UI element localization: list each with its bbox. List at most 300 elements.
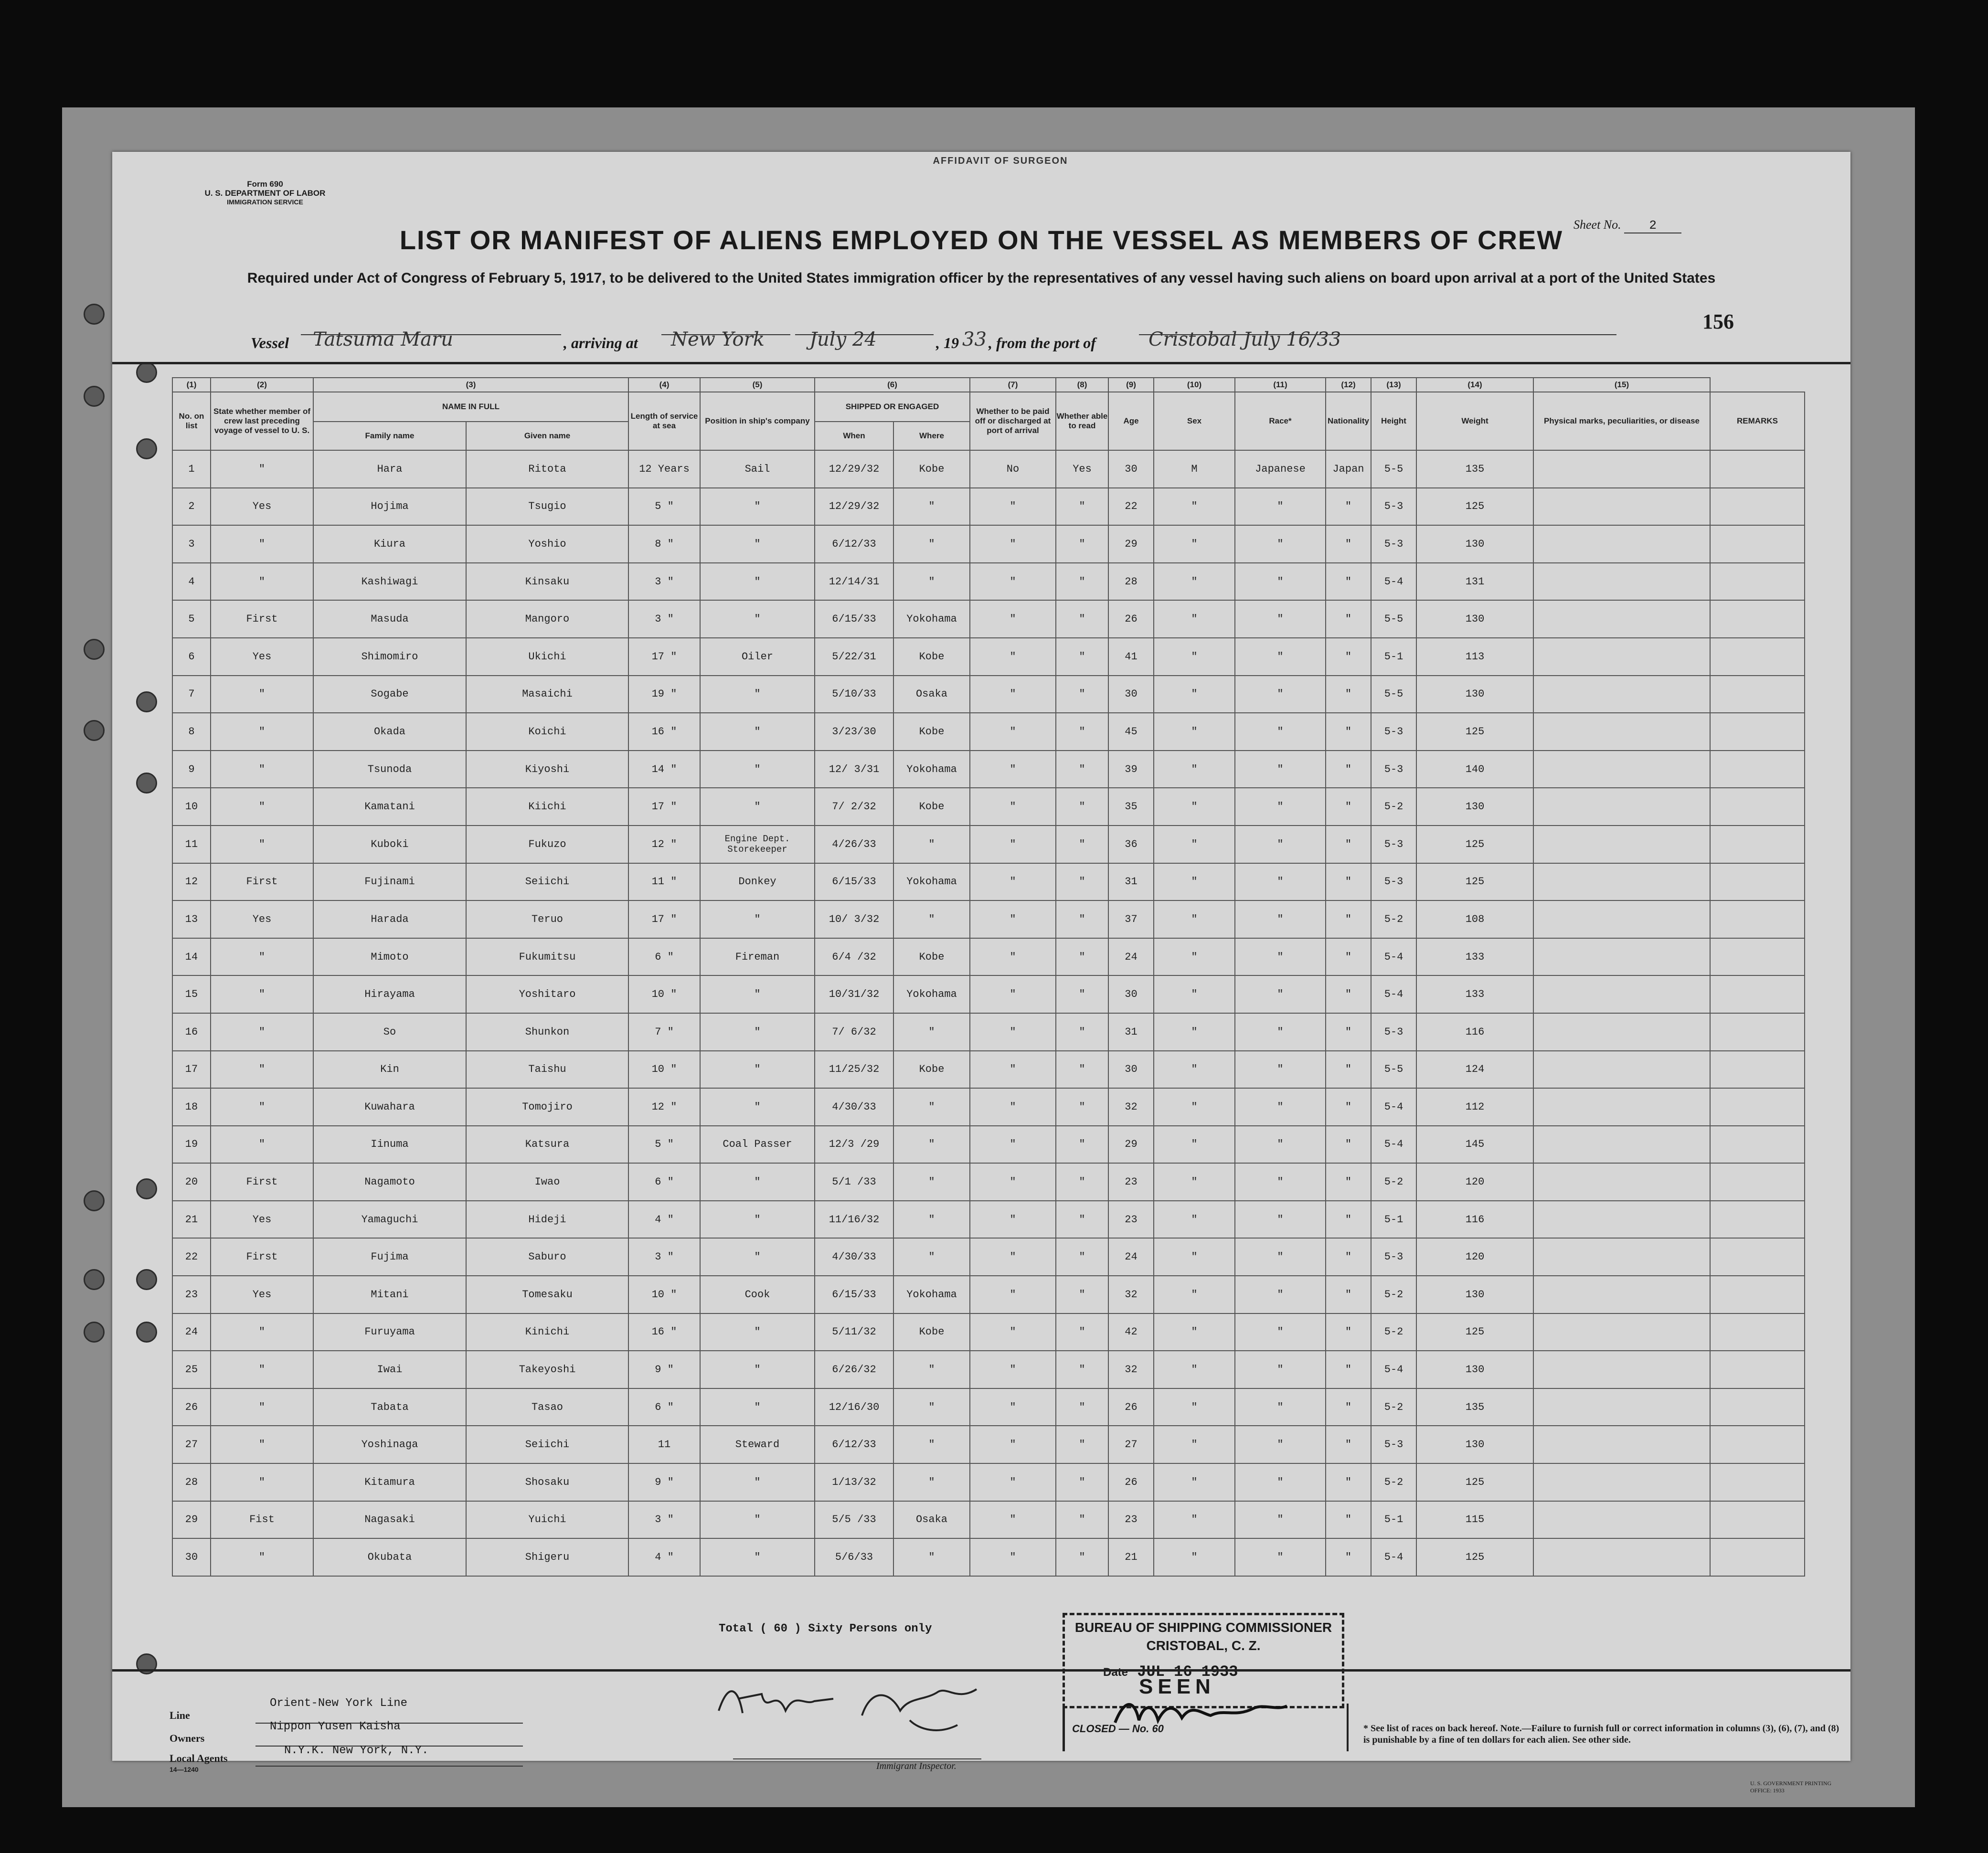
given-name: Kinsaku [466, 563, 628, 601]
shipped-where: Kobe [893, 1313, 970, 1351]
table-row [172, 1276, 1805, 1313]
closed-stamp: CLOSED — No. 60 [1072, 1723, 1164, 1735]
department-name: U. S. DEPARTMENT OF LABOR [204, 189, 326, 198]
race: " [1235, 1463, 1326, 1501]
row-number: 22 [172, 1238, 211, 1276]
sex: " [1154, 1313, 1235, 1351]
punch-hole [84, 1322, 105, 1343]
row-number: 11 [172, 826, 211, 863]
family-name: Okada [313, 713, 466, 751]
remarks [1710, 1201, 1805, 1239]
stamp-date-label: Date [1103, 1666, 1128, 1679]
table-row [172, 1013, 1805, 1051]
vessel-name: Tatsuma Maru [313, 328, 453, 350]
page-subtitle: Required under Act of Congress of February 5, 1917, to be delivered to the United States immigration officer by the representatives of any vessel having such aliens on board upon arrival at a port of the United States [247, 270, 1716, 286]
header-height: Height [1371, 392, 1416, 450]
position: " [700, 525, 815, 563]
given-name: Kiyoshi [466, 751, 628, 788]
able-to-read: " [1056, 1351, 1108, 1388]
age: 31 [1108, 1013, 1154, 1051]
position: " [700, 600, 815, 638]
row-number: 1 [172, 450, 211, 488]
nationality: " [1326, 826, 1371, 863]
physical-marks [1533, 1276, 1710, 1313]
length-of-service: 16 " [628, 713, 700, 751]
given-name: Teruo [466, 900, 628, 938]
remarks [1710, 1276, 1805, 1313]
family-name: Mimoto [313, 938, 466, 976]
paid-off: " [970, 563, 1056, 601]
table-row [172, 1501, 1805, 1539]
shipped-where: " [893, 1426, 970, 1463]
family-name: Kuwahara [313, 1088, 466, 1126]
shipped-when: 11/25/32 [815, 1051, 893, 1089]
able-to-read: " [1056, 975, 1108, 1013]
table-row [172, 1313, 1805, 1351]
line-label: Line [170, 1709, 190, 1721]
table-row [172, 1088, 1805, 1126]
header-physical-marks: Physical marks, peculiarities, or disease [1533, 392, 1710, 450]
family-name: Kamatani [313, 788, 466, 826]
remarks [1710, 1501, 1805, 1539]
table-row [172, 863, 1805, 901]
remarks [1710, 900, 1805, 938]
punch-hole [136, 1178, 157, 1199]
remarks [1710, 1463, 1805, 1501]
height: 5-2 [1371, 1463, 1416, 1501]
weight: 112 [1416, 1088, 1533, 1126]
height: 5-2 [1371, 1388, 1416, 1426]
paid-off: " [970, 713, 1056, 751]
colnum: (5) [700, 378, 815, 392]
table-row [172, 450, 1805, 488]
previous-voyage: " [211, 1463, 313, 1501]
sex: " [1154, 938, 1235, 976]
sex: " [1154, 975, 1235, 1013]
position: " [700, 1463, 815, 1501]
punch-hole [84, 386, 105, 407]
sex: " [1154, 1201, 1235, 1239]
physical-marks [1533, 1126, 1710, 1164]
shipped-when: 5/11/32 [815, 1313, 893, 1351]
table-row [172, 1426, 1805, 1463]
shipped-when: 6/15/33 [815, 863, 893, 901]
punch-hole [84, 1269, 105, 1290]
race: " [1235, 1051, 1326, 1089]
height: 5-2 [1371, 1276, 1416, 1313]
position: Donkey [700, 863, 815, 901]
agents-underline [255, 1766, 523, 1767]
age: 30 [1108, 676, 1154, 713]
sex: " [1154, 826, 1235, 863]
age: 35 [1108, 788, 1154, 826]
position: " [700, 1163, 815, 1201]
stamp-date-value: JUL 16 1933 [1137, 1663, 1238, 1681]
colnum: (8) [1056, 378, 1108, 392]
inspector-label: Immigrant Inspector. [876, 1761, 957, 1771]
age: 28 [1108, 563, 1154, 601]
shipped-where: Kobe [893, 938, 970, 976]
table-row [172, 563, 1805, 601]
colnum: (9) [1108, 378, 1154, 392]
race: " [1235, 1501, 1326, 1539]
remarks [1710, 450, 1805, 488]
position: " [700, 676, 815, 713]
length-of-service: 3 " [628, 1238, 700, 1276]
sex: " [1154, 600, 1235, 638]
paid-off: " [970, 1013, 1056, 1051]
shipped-where: " [893, 900, 970, 938]
remarks [1710, 1388, 1805, 1426]
age: 29 [1108, 525, 1154, 563]
remarks [1710, 1126, 1805, 1164]
given-name: Iwao [466, 1163, 628, 1201]
able-to-read: " [1056, 525, 1108, 563]
row-number: 13 [172, 900, 211, 938]
table-row [172, 1388, 1805, 1426]
header-position: Position in ship's company [700, 392, 815, 450]
length-of-service: 8 " [628, 525, 700, 563]
able-to-read: " [1056, 1238, 1108, 1276]
race: " [1235, 863, 1326, 901]
race: " [1235, 525, 1326, 563]
age: 32 [1108, 1088, 1154, 1126]
length-of-service: 19 " [628, 676, 700, 713]
physical-marks [1533, 1538, 1710, 1576]
row-number: 10 [172, 788, 211, 826]
table-row [172, 938, 1805, 976]
age: 21 [1108, 1538, 1154, 1576]
arriving-label: , arriving at [563, 334, 638, 351]
shipped-where: " [893, 1201, 970, 1239]
weight: 124 [1416, 1051, 1533, 1089]
previous-voyage: " [211, 1013, 313, 1051]
age: 29 [1108, 1126, 1154, 1164]
family-name: Yamaguchi [313, 1201, 466, 1239]
family-name: Iinuma [313, 1126, 466, 1164]
position: " [700, 713, 815, 751]
nationality: " [1326, 563, 1371, 601]
inspector-line [733, 1758, 981, 1759]
previous-voyage: " [211, 1051, 313, 1089]
race: " [1235, 1201, 1326, 1239]
physical-marks [1533, 1313, 1710, 1351]
able-to-read: " [1056, 488, 1108, 526]
punch-hole [84, 304, 105, 325]
paid-off: " [970, 788, 1056, 826]
shipped-when: 11/16/32 [815, 1201, 893, 1239]
age: 42 [1108, 1313, 1154, 1351]
paid-off: " [970, 1088, 1056, 1126]
previous-voyage: Yes [211, 1201, 313, 1239]
length-of-service: 12 Years [628, 450, 700, 488]
paid-off: " [970, 1351, 1056, 1388]
paid-off: " [970, 826, 1056, 863]
age: 30 [1108, 450, 1154, 488]
shipped-where: " [893, 488, 970, 526]
previous-voyage: First [211, 863, 313, 901]
row-number: 24 [172, 1313, 211, 1351]
race: " [1235, 1351, 1326, 1388]
race: " [1235, 1163, 1326, 1201]
physical-marks [1533, 1201, 1710, 1239]
height: 5-5 [1371, 676, 1416, 713]
nationality: " [1326, 713, 1371, 751]
table-row [172, 1051, 1805, 1089]
shipped-when: 12/29/32 [815, 488, 893, 526]
height: 5-1 [1371, 1501, 1416, 1539]
shipped-when: 4/30/33 [815, 1238, 893, 1276]
able-to-read: Yes [1056, 450, 1108, 488]
given-name: Tasao [466, 1388, 628, 1426]
height: 5-3 [1371, 863, 1416, 901]
family-name: Tsunoda [313, 751, 466, 788]
sex: " [1154, 1013, 1235, 1051]
punch-hole [136, 1269, 157, 1290]
paid-off: " [970, 488, 1056, 526]
position: " [700, 1013, 815, 1051]
row-number: 25 [172, 1351, 211, 1388]
shipped-where: " [893, 1238, 970, 1276]
table-row [172, 1163, 1805, 1201]
family-name: Shimomiro [313, 638, 466, 676]
physical-marks [1533, 1388, 1710, 1426]
length-of-service: 17 " [628, 900, 700, 938]
physical-marks [1533, 900, 1710, 938]
row-number: 7 [172, 676, 211, 713]
row-number: 6 [172, 638, 211, 676]
race: " [1235, 1126, 1326, 1164]
page-number: 156 [1702, 310, 1734, 333]
header-service: Length of service at sea [628, 392, 700, 450]
shipped-when: 12/14/31 [815, 563, 893, 601]
remarks [1710, 1426, 1805, 1463]
weight: 130 [1416, 600, 1533, 638]
punch-hole [136, 438, 157, 459]
shipped-when: 5/22/31 [815, 638, 893, 676]
paid-off: " [970, 1426, 1056, 1463]
shipped-where: " [893, 1126, 970, 1164]
given-name: Shosaku [466, 1463, 628, 1501]
nationality: " [1326, 1388, 1371, 1426]
age: 26 [1108, 600, 1154, 638]
height: 5-4 [1371, 1088, 1416, 1126]
nationality: " [1326, 1013, 1371, 1051]
header-nationality: Nationality [1326, 392, 1371, 450]
weight: 125 [1416, 1463, 1533, 1501]
shipped-when: 1/13/32 [815, 1463, 893, 1501]
able-to-read: " [1056, 938, 1108, 976]
length-of-service: 5 " [628, 1126, 700, 1164]
shipped-where: Yokohama [893, 1276, 970, 1313]
nationality: " [1326, 975, 1371, 1013]
position: Cook [700, 1276, 815, 1313]
shipped-when: 12/3 /29 [815, 1126, 893, 1164]
footer-rule [112, 1669, 1850, 1672]
shipped-where: Kobe [893, 1051, 970, 1089]
physical-marks [1533, 563, 1710, 601]
sex: " [1154, 676, 1235, 713]
race: " [1235, 1538, 1326, 1576]
shipped-when: 6/12/33 [815, 1426, 893, 1463]
length-of-service: 12 " [628, 826, 700, 863]
table-row [172, 600, 1805, 638]
length-of-service: 9 " [628, 1351, 700, 1388]
given-name: Tomojiro [466, 1088, 628, 1126]
position: " [700, 1501, 815, 1539]
remarks [1710, 638, 1805, 676]
header-age: Age [1108, 392, 1154, 450]
weight: 120 [1416, 1163, 1533, 1201]
sex: " [1154, 525, 1235, 563]
table-row [172, 713, 1805, 751]
physical-marks [1533, 450, 1710, 488]
weight: 125 [1416, 1313, 1533, 1351]
header-name: NAME IN FULL [313, 392, 628, 422]
row-number: 20 [172, 1163, 211, 1201]
header-sex: Sex [1154, 392, 1235, 450]
weight: 133 [1416, 938, 1533, 976]
position: Oiler [700, 638, 815, 676]
sex: " [1154, 488, 1235, 526]
punch-hole [136, 1322, 157, 1343]
length-of-service: 3 " [628, 1501, 700, 1539]
given-name: Tsugio [466, 488, 628, 526]
shipped-when: 12/ 3/31 [815, 751, 893, 788]
physical-marks [1533, 600, 1710, 638]
previous-voyage: " [211, 525, 313, 563]
shipped-where: " [893, 1088, 970, 1126]
paid-off: " [970, 1501, 1056, 1539]
colnum: (6) [815, 378, 970, 392]
able-to-read: " [1056, 1126, 1108, 1164]
sex: " [1154, 1388, 1235, 1426]
race: " [1235, 1088, 1326, 1126]
from-port: Cristobal July 16/33 [1148, 328, 1341, 350]
able-to-read: " [1056, 1088, 1108, 1126]
previous-voyage: Yes [211, 1276, 313, 1313]
nationality: " [1326, 1201, 1371, 1239]
remarks [1710, 788, 1805, 826]
previous-voyage: " [211, 788, 313, 826]
age: 22 [1108, 488, 1154, 526]
weight: 130 [1416, 788, 1533, 826]
shipped-where: " [893, 1463, 970, 1501]
sex: " [1154, 1501, 1235, 1539]
length-of-service: 17 " [628, 788, 700, 826]
voyage-line [251, 328, 1741, 358]
shipped-where: " [893, 1388, 970, 1426]
family-name: Okubata [313, 1538, 466, 1576]
race: " [1235, 1426, 1326, 1463]
position: " [700, 1088, 815, 1126]
height: 5-5 [1371, 600, 1416, 638]
height: 5-5 [1371, 450, 1416, 488]
weight: 125 [1416, 863, 1533, 901]
height: 5-2 [1371, 1313, 1416, 1351]
given-name: Katsura [466, 1126, 628, 1164]
nationality: " [1326, 788, 1371, 826]
position: " [700, 488, 815, 526]
sex: " [1154, 1051, 1235, 1089]
previous-voyage: Yes [211, 488, 313, 526]
able-to-read: " [1056, 788, 1108, 826]
position: " [700, 1538, 815, 1576]
nationality: Japan [1326, 450, 1371, 488]
row-number: 30 [172, 1538, 211, 1576]
remarks [1710, 1163, 1805, 1201]
able-to-read: " [1056, 1201, 1108, 1239]
weight: 120 [1416, 1238, 1533, 1276]
paid-off: " [970, 638, 1056, 676]
race: " [1235, 975, 1326, 1013]
length-of-service: 6 " [628, 1163, 700, 1201]
position: Fireman [700, 938, 815, 976]
weight: 115 [1416, 1501, 1533, 1539]
length-of-service: 17 " [628, 638, 700, 676]
paid-off: " [970, 751, 1056, 788]
age: 41 [1108, 638, 1154, 676]
shipped-where: " [893, 1538, 970, 1576]
shipped-when: 10/31/32 [815, 975, 893, 1013]
able-to-read: " [1056, 600, 1108, 638]
family-name: Fujima [313, 1238, 466, 1276]
total-persons: Total ( 60 ) Sixty Persons only [719, 1622, 932, 1635]
header-race: Race* [1235, 392, 1326, 450]
previous-voyage: First [211, 600, 313, 638]
form-id-block [189, 180, 341, 207]
paid-off: " [970, 1126, 1056, 1164]
family-name: Yoshinaga [313, 1426, 466, 1463]
position: " [700, 788, 815, 826]
family-name: Kuboki [313, 826, 466, 863]
paid-off: " [970, 676, 1056, 713]
remarks [1710, 525, 1805, 563]
weight: 135 [1416, 450, 1533, 488]
shipped-when: 7/ 2/32 [815, 788, 893, 826]
previous-voyage: " [211, 1313, 313, 1351]
given-name: Shigeru [466, 1538, 628, 1576]
family-name: Fujinami [313, 863, 466, 901]
age: 39 [1108, 751, 1154, 788]
shipped-where: " [893, 1013, 970, 1051]
given-name: Ritota [466, 450, 628, 488]
paid-off: " [970, 525, 1056, 563]
physical-marks [1533, 1351, 1710, 1388]
previous-voyage: " [211, 938, 313, 976]
colnum: (4) [628, 378, 700, 392]
position: " [700, 900, 815, 938]
given-name: Ukichi [466, 638, 628, 676]
race: " [1235, 563, 1326, 601]
previous-voyage: " [211, 713, 313, 751]
length-of-service: 11 [628, 1426, 700, 1463]
able-to-read: " [1056, 1276, 1108, 1313]
given-name: Masaichi [466, 676, 628, 713]
paid-off: " [970, 1463, 1056, 1501]
age: 32 [1108, 1351, 1154, 1388]
header-able-to-read: Whether able to read [1056, 392, 1108, 450]
length-of-service: 10 " [628, 1051, 700, 1089]
nationality: " [1326, 1351, 1371, 1388]
weight: 125 [1416, 488, 1533, 526]
table-row [172, 1238, 1805, 1276]
remarks [1710, 488, 1805, 526]
height: 5-4 [1371, 1126, 1416, 1164]
nationality: " [1326, 638, 1371, 676]
physical-marks [1533, 1163, 1710, 1201]
physical-marks [1533, 638, 1710, 676]
